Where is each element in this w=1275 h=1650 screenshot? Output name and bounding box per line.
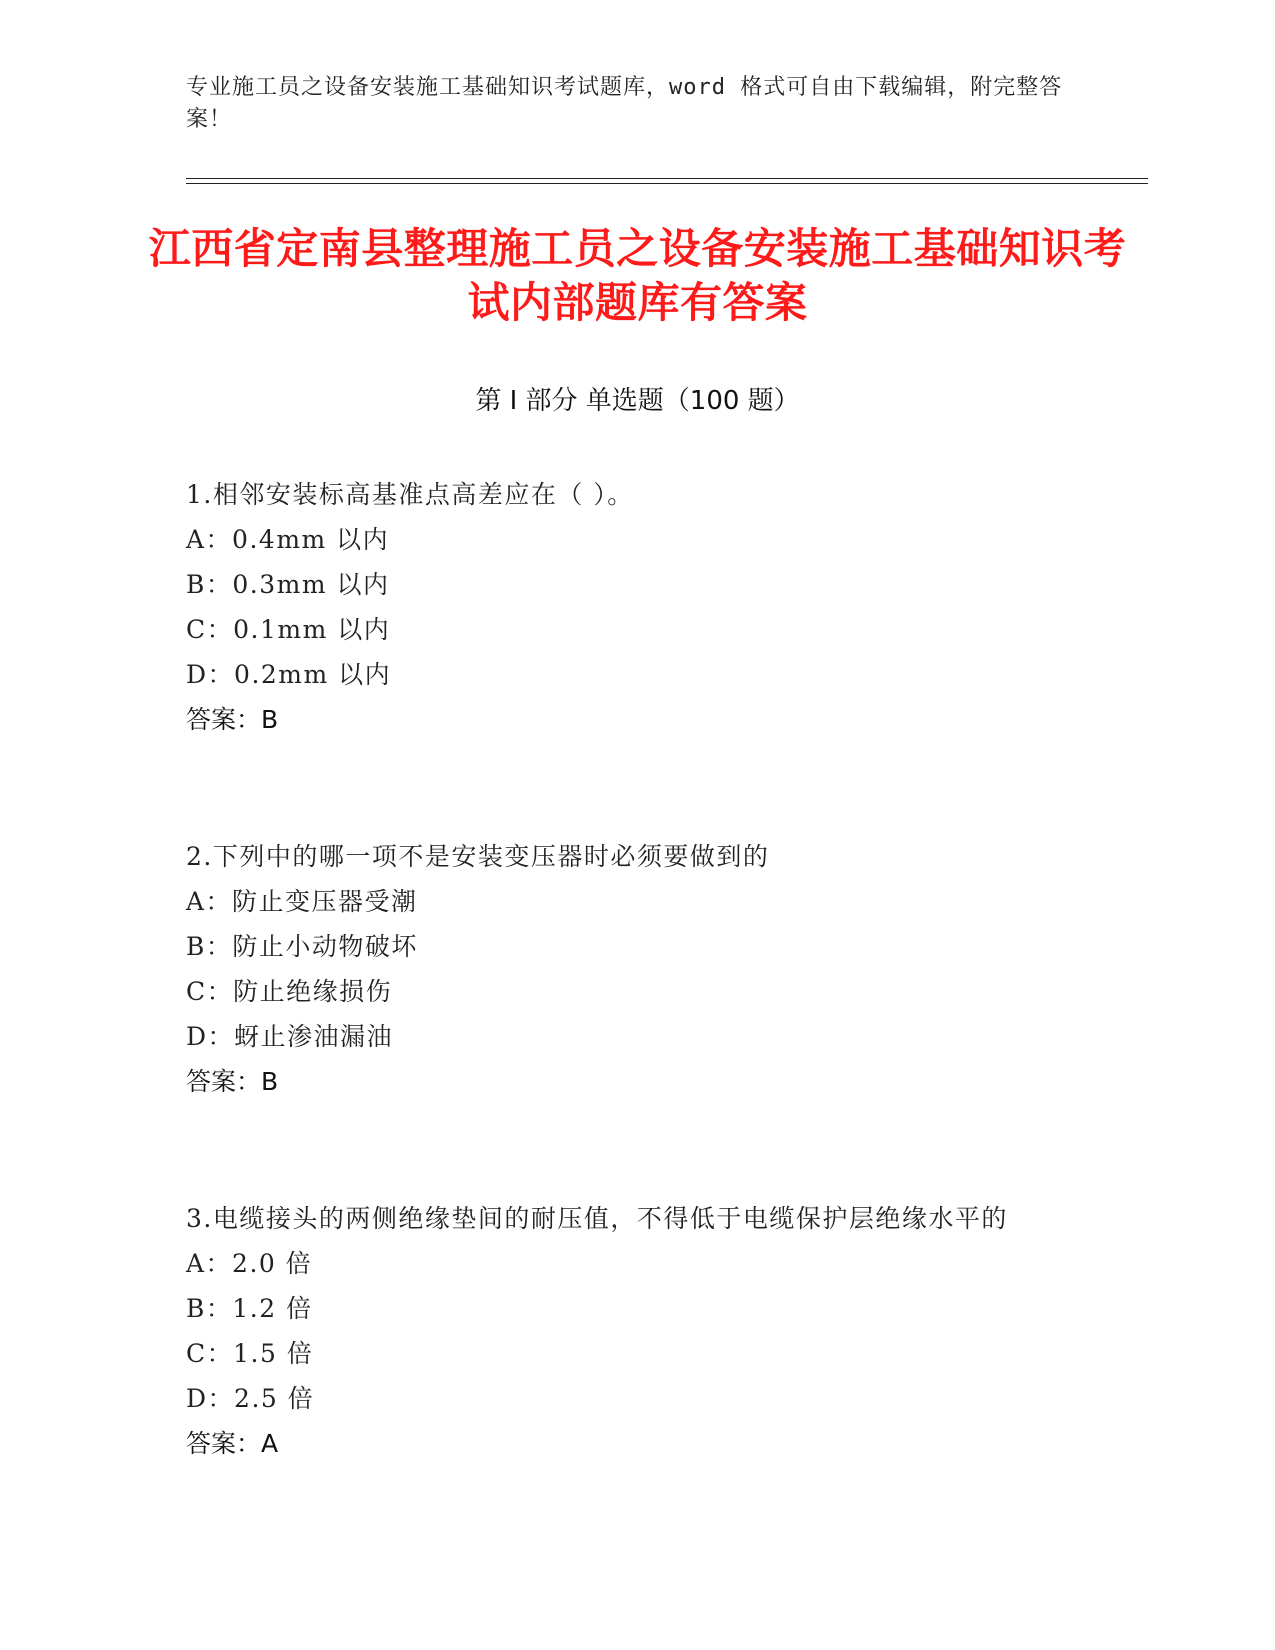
question-stem: 2.下列中的哪一项不是安装变压器时必须要做到的 <box>186 842 770 871</box>
option-d: D：0.2mm 以内 <box>186 660 392 689</box>
question-stem: 3.电缆接头的两侧绝缘垫间的耐压值，不得低于电缆保护层绝缘水平的 <box>186 1204 1008 1233</box>
option-b: B：0.3mm 以内 <box>186 570 390 599</box>
header-note: 专业施工员之设备安装施工基础知识考试题库，word 格式可自由下载编辑，附完整答案！ <box>186 75 1063 132</box>
answer-line: 答案：B <box>186 705 279 734</box>
header-divider-bottom <box>186 183 1148 184</box>
question-stem: 1.相邻安装标高基准点高差应在（ ）。 <box>186 480 634 509</box>
question-spacer <box>186 742 1066 834</box>
question-2 <box>186 834 1066 1104</box>
question-3 <box>186 1196 1066 1466</box>
option-c: C：1.5 倍 <box>186 1339 314 1368</box>
option-a: A：2.0 倍 <box>186 1249 313 1278</box>
question-list <box>186 472 1066 1466</box>
section-title: 第 I 部分 单选题（100 题） <box>475 386 800 416</box>
option-d: D：2.5 倍 <box>186 1384 315 1413</box>
option-a: A：防止变压器受潮 <box>186 887 418 916</box>
option-c: C：0.1mm 以内 <box>186 615 391 644</box>
header-divider-top <box>186 178 1148 179</box>
question-spacer <box>186 1104 1066 1196</box>
document-title: 江西省定南县整理施工员之设备安装施工基础知识考试内部题库有答案 <box>148 224 1127 327</box>
option-a: A：0.4mm 以内 <box>186 525 390 554</box>
answer-line: 答案：A <box>186 1429 279 1458</box>
option-d: D：蚜止渗油漏油 <box>186 1022 394 1051</box>
option-b: B：防止小动物破坏 <box>186 932 418 961</box>
option-c: C：防止绝缘损伤 <box>186 977 393 1006</box>
question-1 <box>186 472 1066 742</box>
answer-line: 答案：B <box>186 1067 279 1096</box>
option-b: B：1.2 倍 <box>186 1294 313 1323</box>
